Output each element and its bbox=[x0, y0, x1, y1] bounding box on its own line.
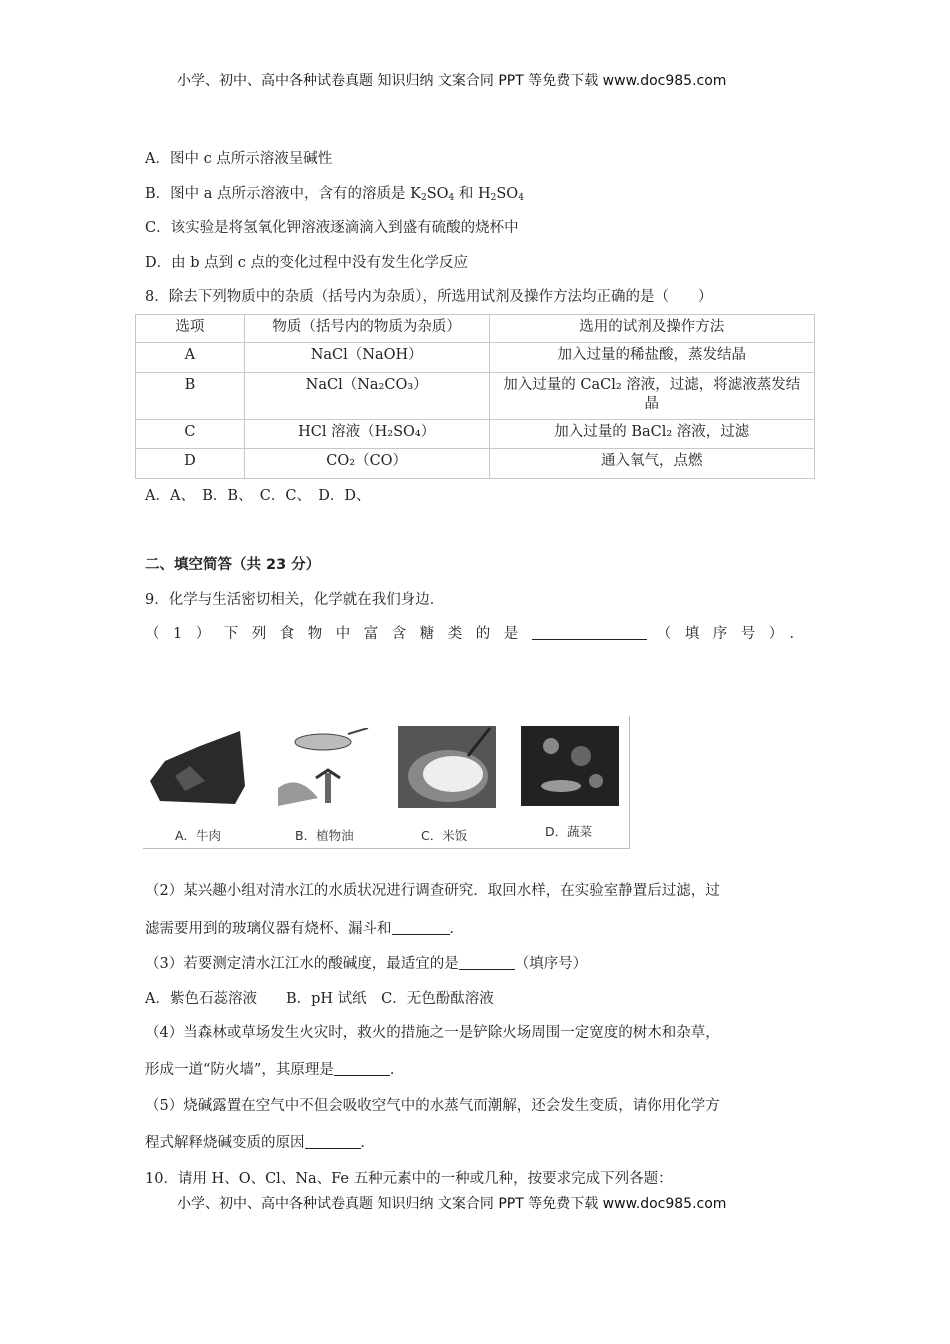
food-label-c: C．米饭 bbox=[421, 828, 468, 843]
table-row bbox=[136, 373, 815, 420]
answer-blank[interactable] bbox=[532, 625, 647, 640]
q10-intro: 10．请用 H、O、Cl、Na、Fe 五种元素中的一种或几种，按要求完成下列各题： bbox=[145, 1171, 673, 1187]
page-header: 小学、初中、高中各种试卷真题 知识归纳 文案合同 PPT 等免费下载 www.doc985.com bbox=[177, 73, 727, 89]
q8-choices: A．A、 B．B、 C．C、 D．D、 bbox=[145, 488, 371, 504]
table-header-cell: 选用的试剂及操作方法 bbox=[489, 315, 814, 343]
table-row bbox=[136, 449, 815, 479]
table-cell-option: A bbox=[136, 343, 245, 373]
table-row bbox=[136, 420, 815, 449]
food-label-a: A．牛肉 bbox=[175, 828, 222, 843]
table-cell-option: C bbox=[136, 420, 245, 449]
q9-part2-text: ． bbox=[449, 921, 464, 937]
q9-intro: 9．化学与生活密切相关，化学就在我们身边． bbox=[145, 592, 445, 608]
q9-part2-line2 bbox=[145, 917, 464, 938]
table-cell-substance: CO₂（CO） bbox=[244, 449, 489, 479]
section-title: 二、填空简答（共 23 分） bbox=[145, 557, 321, 573]
answer-blank[interactable] bbox=[334, 1061, 390, 1076]
food-label-d: D．蔬菜 bbox=[545, 824, 593, 839]
q8-question: 8．除去下列物质中的杂质（括号内为杂质），所选用试剂及操作方法均正确的是（ ） bbox=[145, 289, 713, 305]
q7-b-text: SO bbox=[496, 186, 519, 202]
table-cell-substance: NaCl（NaOH） bbox=[244, 343, 489, 373]
subscript: 4 bbox=[518, 193, 524, 203]
table-cell-method: 通入氧气，点燃 bbox=[489, 449, 814, 479]
q9-part4-line2 bbox=[145, 1058, 404, 1079]
answer-blank[interactable] bbox=[459, 955, 515, 970]
table-cell-method: 加入过量的 BaCl₂ 溶液，过滤 bbox=[489, 420, 814, 449]
q9-part3-text: （3）若要测定清水江江水的酸碱度，最适宜的是 bbox=[145, 956, 459, 972]
page-footer: 小学、初中、高中各种试卷真题 知识归纳 文案合同 PPT 等免费下载 www.doc985.com bbox=[177, 1196, 727, 1212]
q9-part3 bbox=[145, 952, 587, 973]
food-images bbox=[143, 716, 630, 849]
q9-part2-line1: （2）某兴趣小组对清水江的水质状况进行调查研究．取回水样，在实验室静置后过滤，过 bbox=[145, 883, 720, 899]
q9-part5-line1: （5）烧碱露置在空气中不但会吸收空气中的水蒸气而潮解，还会发生变质，请你用化学方 bbox=[145, 1098, 720, 1114]
q9-part1-text: （填序号）． bbox=[656, 626, 818, 642]
table-cell-option: D bbox=[136, 449, 245, 479]
q9-part4-text: 形成一道“防火墙”，其原理是 bbox=[145, 1062, 334, 1078]
table-cell-substance: HCl 溶液（H₂SO₄） bbox=[244, 420, 489, 449]
q9-part5-text: 程式解释烧碱变质的原因 bbox=[145, 1135, 305, 1151]
q7-b-text: SO bbox=[426, 186, 449, 202]
q8-table bbox=[135, 314, 815, 479]
q9-part2-text: 滤需要用到的玻璃仪器有烧杯、漏斗和 bbox=[145, 921, 392, 937]
q7-option-d: D．由 b 点到 c 点的变化过程中没有发生化学反应 bbox=[145, 255, 468, 271]
table-header-row bbox=[136, 315, 815, 343]
vegetable-oil-image bbox=[278, 728, 378, 810]
table-cell-method: 加入过量的稀盐酸，蒸发结晶 bbox=[489, 343, 814, 373]
subscript: 4 bbox=[448, 193, 455, 203]
subscript: 2 bbox=[420, 193, 427, 203]
q7-option-b bbox=[145, 182, 524, 203]
q9-part1 bbox=[145, 622, 817, 643]
table-header-cell: 物质（括号内的物质为杂质） bbox=[244, 315, 489, 343]
q7-option-c: C．该实验是将氢氧化钾溶液逐滴滴入到盛有硫酸的烧杯中 bbox=[145, 220, 519, 236]
q9-part5-text: ． bbox=[360, 1135, 375, 1151]
rice-image bbox=[398, 726, 496, 812]
q9-part4-text: ． bbox=[389, 1062, 405, 1078]
table-cell-method: 加入过量的 CaCl₂ 溶液，过滤，将滤液蒸发结晶 bbox=[489, 373, 814, 420]
table-header-cell: 选项 bbox=[136, 315, 245, 343]
q9-part3-text: （填序号） bbox=[514, 956, 588, 972]
answer-blank[interactable] bbox=[392, 920, 450, 935]
subscript: 2 bbox=[490, 193, 497, 203]
food-label-b: B．植物油 bbox=[295, 828, 354, 843]
table-cell-substance: NaCl（Na₂CO₃） bbox=[244, 373, 489, 420]
q7-b-text: 和 H bbox=[454, 186, 491, 202]
q9-part5-line2 bbox=[145, 1131, 375, 1152]
answer-blank[interactable] bbox=[305, 1134, 361, 1149]
q7-option-a: A．图中 c 点所示溶液呈碱性 bbox=[145, 151, 333, 167]
q9-part4-line1: （4）当森林或草场发生火灾时，救火的措施之一是铲除火场周围一定宽度的树木和杂草， bbox=[145, 1025, 720, 1041]
table-cell-option: B bbox=[136, 373, 245, 420]
table-row bbox=[136, 343, 815, 373]
vegetables-image bbox=[521, 726, 619, 810]
beef-image bbox=[145, 726, 253, 810]
q9-part1-text: （1）下列食物中富含糖类的是 bbox=[145, 626, 532, 642]
q9-part3-options: A．紫色石蕊溶液 B．pH 试纸 C．无色酚酞溶液 bbox=[145, 991, 494, 1007]
q7-b-text: B．图中 a 点所示溶液中，含有的溶质是 K bbox=[145, 186, 421, 202]
